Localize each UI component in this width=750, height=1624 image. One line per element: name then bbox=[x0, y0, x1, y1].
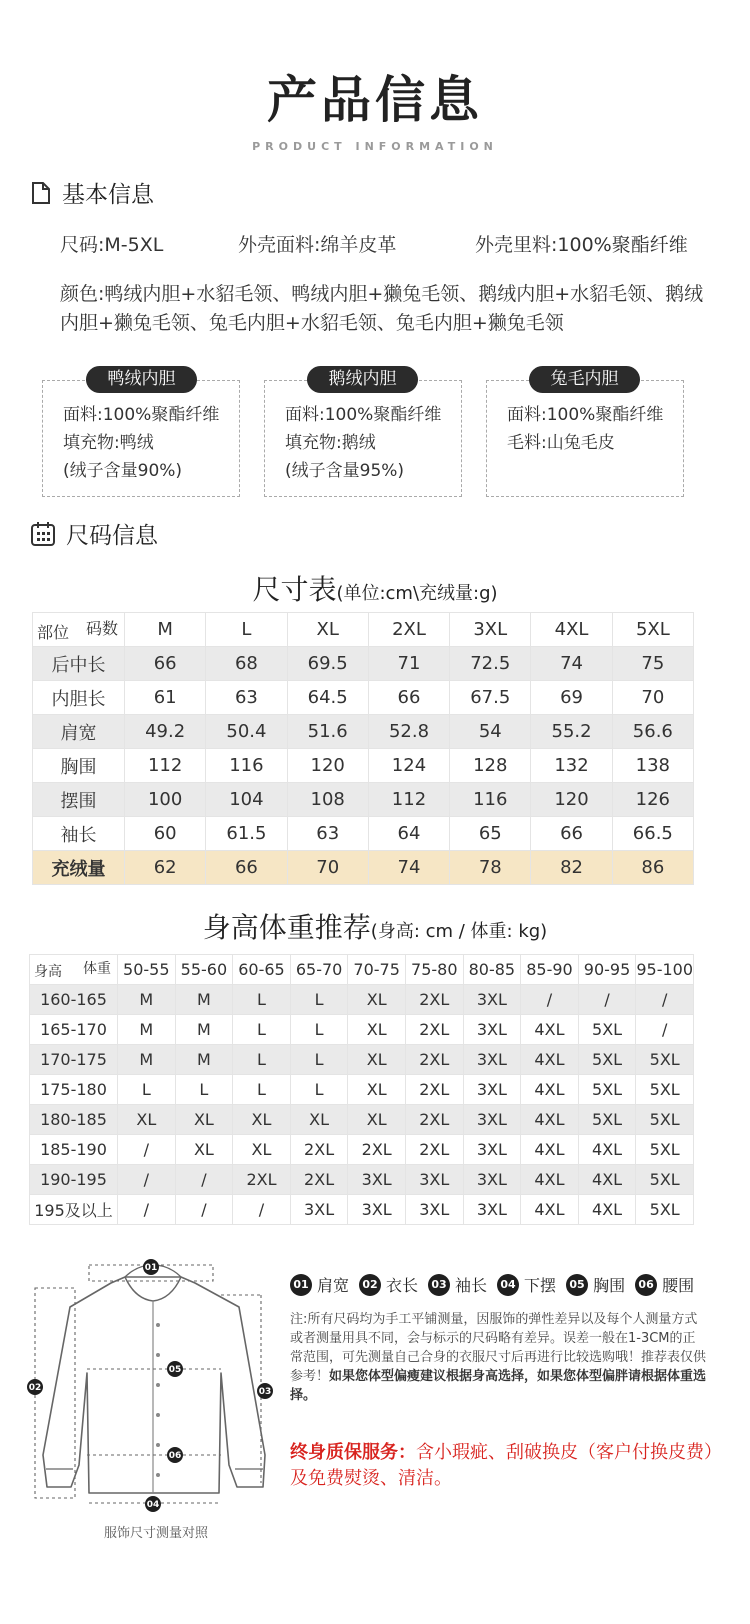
size-table-unit: (单位:cm\充绒量:g) bbox=[336, 583, 498, 604]
table-cell: M bbox=[118, 1045, 176, 1075]
table-cell: 78 bbox=[450, 851, 531, 885]
table-cell: 108 bbox=[287, 783, 368, 817]
table-cell: 54 bbox=[450, 715, 531, 749]
calendar-icon bbox=[30, 521, 56, 547]
table-cell: 69.5 bbox=[287, 647, 368, 681]
table-cell: 128 bbox=[450, 749, 531, 783]
legend-item bbox=[290, 1273, 349, 1296]
table-cell: 132 bbox=[531, 749, 612, 783]
column-header: 65-70 bbox=[290, 955, 348, 985]
table-cell: 2XL bbox=[233, 1165, 291, 1195]
corner-top-label: 码数 bbox=[85, 619, 118, 638]
row-label: 170-175 bbox=[30, 1045, 118, 1075]
table-row bbox=[33, 647, 694, 681]
table-cell: L bbox=[175, 1075, 233, 1105]
material-line: 面料:100%聚酯纤维 bbox=[285, 405, 442, 425]
legend-num: 02 bbox=[359, 1274, 381, 1296]
table-cell: 3XL bbox=[405, 1195, 463, 1225]
corner-bottom-label: 身高 bbox=[34, 964, 62, 980]
material-card bbox=[42, 380, 240, 497]
marker-label: 02 bbox=[28, 1383, 42, 1393]
material-line: (绒子含量90%) bbox=[63, 461, 183, 481]
legend-num: 05 bbox=[566, 1274, 588, 1296]
basic-info-heading bbox=[30, 176, 154, 209]
table-cell: XL bbox=[348, 1075, 406, 1105]
table-cell: 60 bbox=[125, 817, 206, 851]
column-header: M bbox=[125, 613, 206, 647]
legend-label: 下摆 bbox=[524, 1276, 557, 1295]
table-cell: 126 bbox=[612, 783, 693, 817]
row-label: 175-180 bbox=[30, 1075, 118, 1105]
table-cell: L bbox=[290, 1045, 348, 1075]
table-cell: 120 bbox=[531, 783, 612, 817]
table-cell: 120 bbox=[287, 749, 368, 783]
material-line: 面料:100%聚酯纤维 bbox=[63, 405, 220, 425]
table-cell: 74 bbox=[531, 647, 612, 681]
table-cell: 68 bbox=[206, 647, 287, 681]
table-cell: L bbox=[290, 1075, 348, 1105]
table-cell: 3XL bbox=[463, 1195, 521, 1225]
table-row bbox=[33, 817, 694, 851]
table-cell: / bbox=[521, 985, 579, 1015]
table-cell: L bbox=[290, 985, 348, 1015]
table-cell: / bbox=[636, 985, 694, 1015]
table-cell: XL bbox=[175, 1105, 233, 1135]
table-cell: 70 bbox=[612, 681, 693, 715]
row-label: 袖长 bbox=[33, 817, 125, 851]
table-cell: 5XL bbox=[636, 1165, 694, 1195]
marker-label: 06 bbox=[168, 1451, 182, 1461]
table-cell: 3XL bbox=[463, 1075, 521, 1105]
material-badge: 鹅绒内胆 bbox=[307, 366, 418, 393]
table-cell: 55.2 bbox=[531, 715, 612, 749]
table-cell: 3XL bbox=[290, 1195, 348, 1225]
table-row bbox=[30, 1105, 694, 1135]
legend-item bbox=[428, 1273, 487, 1296]
table-cell: 4XL bbox=[521, 1015, 579, 1045]
column-header: 85-90 bbox=[521, 955, 579, 985]
table-cell: 3XL bbox=[463, 1015, 521, 1045]
table-header-row bbox=[30, 955, 694, 985]
table-corner-cell bbox=[30, 955, 118, 985]
table-cell: 2XL bbox=[405, 1015, 463, 1045]
size-table bbox=[32, 612, 694, 885]
table-row bbox=[30, 1135, 694, 1165]
legend-item bbox=[635, 1273, 694, 1296]
table-cell: 3XL bbox=[348, 1195, 406, 1225]
table-cell: 75 bbox=[612, 647, 693, 681]
table-cell: 3XL bbox=[463, 1165, 521, 1195]
table-cell: M bbox=[175, 985, 233, 1015]
table-cell: / bbox=[175, 1195, 233, 1225]
material-badge: 鸭绒内胆 bbox=[86, 366, 197, 393]
table-cell: L bbox=[118, 1075, 176, 1105]
legend-num: 04 bbox=[497, 1274, 519, 1296]
table-cell: / bbox=[175, 1165, 233, 1195]
table-cell: 3XL bbox=[405, 1165, 463, 1195]
table-cell: 4XL bbox=[521, 1045, 579, 1075]
column-header: 90-95 bbox=[578, 955, 636, 985]
table-row bbox=[30, 1045, 694, 1075]
table-cell: 63 bbox=[206, 681, 287, 715]
table-cell: XL bbox=[233, 1105, 291, 1135]
table-cell: 2XL bbox=[405, 1105, 463, 1135]
service-label: 终身质保服务： bbox=[290, 1442, 416, 1463]
table-cell: 86 bbox=[612, 851, 693, 885]
table-cell: 4XL bbox=[521, 1075, 579, 1105]
table-cell: L bbox=[290, 1015, 348, 1045]
table-cell: 2XL bbox=[405, 1135, 463, 1165]
table-cell: 62 bbox=[125, 851, 206, 885]
row-label: 160-165 bbox=[30, 985, 118, 1015]
table-cell: 66 bbox=[206, 851, 287, 885]
reco-table-title bbox=[0, 906, 750, 946]
size-info-heading bbox=[30, 517, 158, 550]
table-cell: 82 bbox=[531, 851, 612, 885]
page-subtitle: PRODUCT INFORMATION bbox=[252, 140, 498, 153]
column-header: 55-60 bbox=[175, 955, 233, 985]
table-cell: XL bbox=[233, 1135, 291, 1165]
legend-item bbox=[359, 1273, 418, 1296]
table-cell: XL bbox=[348, 1015, 406, 1045]
corner-top-label: 体重 bbox=[83, 961, 111, 977]
table-cell: 56.6 bbox=[612, 715, 693, 749]
table-cell: 4XL bbox=[521, 1165, 579, 1195]
table-cell: 66 bbox=[368, 681, 449, 715]
table-cell: 3XL bbox=[348, 1165, 406, 1195]
column-header: 2XL bbox=[368, 613, 449, 647]
row-label: 185-190 bbox=[30, 1135, 118, 1165]
table-cell: XL bbox=[290, 1105, 348, 1135]
table-cell: 5XL bbox=[578, 1015, 636, 1045]
row-label: 充绒量 bbox=[33, 851, 125, 885]
marker-label: 04 bbox=[146, 1500, 160, 1510]
table-cell: 63 bbox=[287, 817, 368, 851]
table-cell: 69 bbox=[531, 681, 612, 715]
shell-fabric: 外壳面料:绵羊皮革 bbox=[238, 234, 397, 256]
table-row bbox=[33, 783, 694, 817]
table-cell: 104 bbox=[206, 783, 287, 817]
table-cell: 51.6 bbox=[287, 715, 368, 749]
column-header: L bbox=[206, 613, 287, 647]
page-title: 产品信息 bbox=[267, 71, 483, 129]
diagram-caption: 服饰尺寸测量对照 bbox=[103, 1526, 208, 1541]
table-cell: / bbox=[578, 985, 636, 1015]
table-row bbox=[30, 985, 694, 1015]
table-cell: 5XL bbox=[636, 1105, 694, 1135]
legend-num: 01 bbox=[290, 1274, 312, 1296]
table-cell: 138 bbox=[612, 749, 693, 783]
row-label: 内胆长 bbox=[33, 681, 125, 715]
table-cell: 2XL bbox=[405, 1045, 463, 1075]
table-cell: L bbox=[233, 1045, 291, 1075]
table-cell: 3XL bbox=[463, 985, 521, 1015]
table-cell: L bbox=[233, 1015, 291, 1045]
table-cell: 50.4 bbox=[206, 715, 287, 749]
column-header: 95-100 bbox=[636, 955, 694, 985]
column-header: 5XL bbox=[612, 613, 693, 647]
column-header: 60-65 bbox=[233, 955, 291, 985]
size-info-title: 尺码信息 bbox=[66, 523, 158, 549]
table-cell: 61.5 bbox=[206, 817, 287, 851]
marker-label: 01 bbox=[144, 1263, 158, 1273]
table-cell: 2XL bbox=[405, 985, 463, 1015]
table-cell: 4XL bbox=[578, 1135, 636, 1165]
corner-bottom-label: 部位 bbox=[37, 623, 70, 642]
table-cell: M bbox=[175, 1015, 233, 1045]
material-card bbox=[486, 380, 684, 497]
table-cell: / bbox=[118, 1195, 176, 1225]
table-cell: M bbox=[175, 1045, 233, 1075]
legend-label: 肩宽 bbox=[317, 1276, 350, 1295]
table-row bbox=[30, 1195, 694, 1225]
table-cell: 52.8 bbox=[368, 715, 449, 749]
table-cell: 2XL bbox=[290, 1135, 348, 1165]
material-line: (绒子含量95%) bbox=[285, 461, 405, 481]
table-cell: 3XL bbox=[463, 1045, 521, 1075]
table-row bbox=[30, 1075, 694, 1105]
column-header: 70-75 bbox=[348, 955, 406, 985]
table-cell: / bbox=[118, 1135, 176, 1165]
table-cell: 5XL bbox=[636, 1135, 694, 1165]
table-cell: 5XL bbox=[578, 1105, 636, 1135]
basic-info-title: 基本信息 bbox=[62, 182, 154, 208]
size-range: 尺码:M-5XL bbox=[60, 234, 164, 256]
document-icon bbox=[30, 181, 52, 205]
table-cell: 66 bbox=[531, 817, 612, 851]
table-cell: 65 bbox=[450, 817, 531, 851]
row-label: 摆围 bbox=[33, 783, 125, 817]
material-line: 填充物:鹅绒 bbox=[285, 433, 376, 453]
row-label: 180-185 bbox=[30, 1105, 118, 1135]
legend-item bbox=[566, 1273, 625, 1296]
column-header: 4XL bbox=[531, 613, 612, 647]
material-line: 毛料:山兔毛皮 bbox=[507, 433, 615, 453]
table-cell: 116 bbox=[206, 749, 287, 783]
column-header: 80-85 bbox=[463, 955, 521, 985]
table-cell: 49.2 bbox=[125, 715, 206, 749]
table-row bbox=[33, 681, 694, 715]
reco-table bbox=[29, 954, 694, 1225]
legend-label: 胸围 bbox=[593, 1276, 626, 1295]
table-cell: 4XL bbox=[521, 1105, 579, 1135]
page-header bbox=[0, 60, 750, 153]
material-line: 面料:100%聚酯纤维 bbox=[507, 405, 664, 425]
table-cell: 3XL bbox=[463, 1135, 521, 1165]
table-cell: 61 bbox=[125, 681, 206, 715]
table-cell: 5XL bbox=[578, 1045, 636, 1075]
size-table-name: 尺寸表 bbox=[252, 573, 337, 606]
table-cell: 3XL bbox=[463, 1105, 521, 1135]
table-cell: 116 bbox=[450, 783, 531, 817]
note-bold: 如果您体型偏瘦建议根据身高选择，如果您体型偏胖请根据体重选择。 bbox=[290, 1369, 707, 1403]
service-text: 含小瑕疵、刮破换皮（客户付换皮费）及免费熨烫、清洁。 bbox=[290, 1442, 713, 1489]
row-label: 后中长 bbox=[33, 647, 125, 681]
table-cell: 64 bbox=[368, 817, 449, 851]
material-line: 填充物:鸭绒 bbox=[63, 433, 154, 453]
color-options: 颜色:鸭绒内胆+水貂毛领、鸭绒内胆+獭兔毛领、鹅绒内胆+水貂毛领、鹅绒内胆+獭兔毛领、兔毛内胆+水貂毛领、兔毛内胆+獭兔毛领 bbox=[60, 283, 704, 334]
table-cell: 2XL bbox=[290, 1165, 348, 1195]
reco-table-unit: (身高: cm / 体重: kg) bbox=[370, 921, 548, 942]
table-cell: 4XL bbox=[578, 1165, 636, 1195]
table-cell: 4XL bbox=[578, 1195, 636, 1225]
table-cell: 124 bbox=[368, 749, 449, 783]
material-badge: 兔毛内胆 bbox=[529, 366, 640, 393]
table-row bbox=[33, 715, 694, 749]
garment-diagram bbox=[25, 1255, 287, 1515]
table-cell: 70 bbox=[287, 851, 368, 885]
table-cell: L bbox=[233, 1075, 291, 1105]
marker-label: 03 bbox=[258, 1387, 272, 1397]
material-card bbox=[264, 380, 462, 497]
size-table-title bbox=[0, 568, 750, 608]
row-label: 190-195 bbox=[30, 1165, 118, 1195]
legend-num: 06 bbox=[635, 1274, 657, 1296]
column-header: 50-55 bbox=[118, 955, 176, 985]
table-cell: 5XL bbox=[578, 1075, 636, 1105]
measure-note bbox=[290, 1310, 708, 1405]
table-cell: 66.5 bbox=[612, 817, 693, 851]
legend-item bbox=[497, 1273, 556, 1296]
note-text: 注:所有尺码均为手工平铺测量，因服饰的弹性差异以及每个人测量方式或者测量用具不同，会与标示的尺码略有差异。误差一般在1-3CM的正常范围，可先测量自己合身的衣服尺寸后再进行比较选购哦！推荐表仅供参考！ bbox=[290, 1312, 707, 1384]
shell-lining: 外壳里料:100%聚酯纤维 bbox=[475, 234, 688, 256]
legend-label: 腰围 bbox=[662, 1276, 695, 1295]
table-cell: 100 bbox=[125, 783, 206, 817]
service-note bbox=[290, 1440, 720, 1492]
column-header: XL bbox=[287, 613, 368, 647]
table-cell: 67.5 bbox=[450, 681, 531, 715]
table-cell: XL bbox=[175, 1135, 233, 1165]
measure-legend bbox=[290, 1273, 694, 1296]
table-row bbox=[33, 851, 694, 885]
table-cell: 72.5 bbox=[450, 647, 531, 681]
row-label: 195及以上 bbox=[30, 1195, 118, 1225]
table-cell: 4XL bbox=[521, 1135, 579, 1165]
table-cell: / bbox=[233, 1195, 291, 1225]
row-label: 肩宽 bbox=[33, 715, 125, 749]
table-cell: / bbox=[636, 1015, 694, 1045]
table-cell: 66 bbox=[125, 647, 206, 681]
reco-table-name: 身高体重推荐 bbox=[202, 911, 371, 944]
table-cell: 4XL bbox=[521, 1195, 579, 1225]
table-cell: 74 bbox=[368, 851, 449, 885]
table-cell: 112 bbox=[368, 783, 449, 817]
table-cell: M bbox=[118, 1015, 176, 1045]
table-cell: 64.5 bbox=[287, 681, 368, 715]
table-cell: XL bbox=[348, 1045, 406, 1075]
column-header: 3XL bbox=[450, 613, 531, 647]
table-cell: 5XL bbox=[636, 1195, 694, 1225]
table-header-row bbox=[33, 613, 694, 647]
table-cell: 5XL bbox=[636, 1045, 694, 1075]
legend-num: 03 bbox=[428, 1274, 450, 1296]
table-row bbox=[33, 749, 694, 783]
row-label: 胸围 bbox=[33, 749, 125, 783]
table-cell: / bbox=[118, 1165, 176, 1195]
table-cell: 2XL bbox=[405, 1075, 463, 1105]
legend-label: 袖长 bbox=[455, 1276, 488, 1295]
table-cell: 2XL bbox=[348, 1135, 406, 1165]
row-label: 165-170 bbox=[30, 1015, 118, 1045]
marker-label: 05 bbox=[168, 1365, 182, 1375]
column-header: 75-80 bbox=[405, 955, 463, 985]
table-cell: L bbox=[233, 985, 291, 1015]
table-row bbox=[30, 1015, 694, 1045]
table-row bbox=[30, 1165, 694, 1195]
table-cell: XL bbox=[348, 985, 406, 1015]
table-cell: M bbox=[118, 985, 176, 1015]
table-cell: XL bbox=[348, 1105, 406, 1135]
table-cell: 5XL bbox=[636, 1075, 694, 1105]
table-corner-cell bbox=[33, 613, 125, 647]
table-cell: 112 bbox=[125, 749, 206, 783]
legend-label: 衣长 bbox=[386, 1276, 419, 1295]
table-cell: 71 bbox=[368, 647, 449, 681]
table-cell: XL bbox=[118, 1105, 176, 1135]
